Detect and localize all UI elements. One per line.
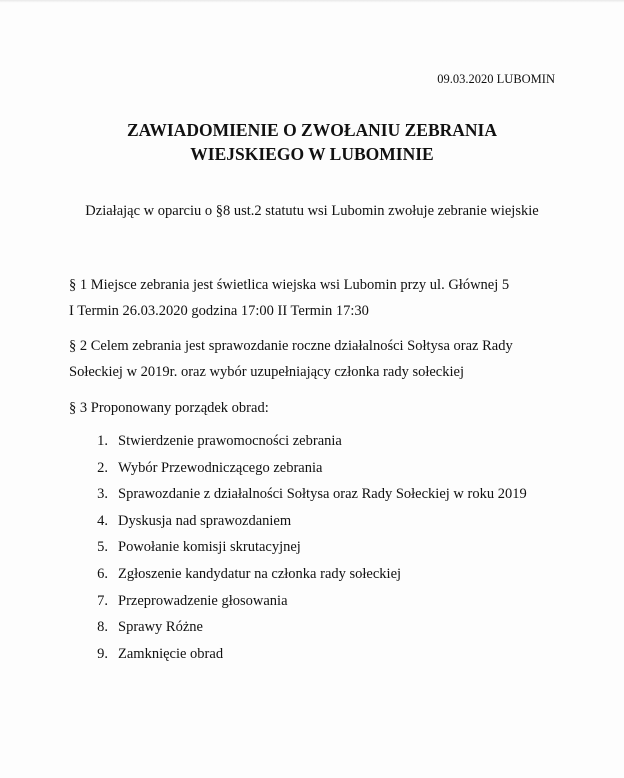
agenda-list [88, 428, 527, 667]
item-number: 7. [97, 592, 108, 609]
item-text: Sprawy Różne [118, 619, 203, 636]
section-1-line-2: I Termin 26.03.2020 godzina 17:00 II Termin 17:30 [69, 303, 369, 319]
item-number: 8. [97, 619, 108, 636]
section-3-heading [69, 395, 569, 421]
section-1 [69, 272, 569, 324]
list-item [88, 428, 527, 455]
list-item [88, 481, 527, 508]
document-title [0, 118, 624, 166]
intro-text: Działając w oparciu o §8 ust.2 statutu wsi Lubomin zwołuje zebranie wiejskie [85, 203, 539, 219]
item-number: 1. [97, 433, 108, 449]
list-item [88, 641, 527, 668]
list-item [88, 534, 527, 561]
item-text: Zamknięcie obrad [118, 645, 224, 662]
list-item [88, 455, 527, 482]
item-number: 3. [97, 486, 108, 503]
scan-edge [0, 0, 624, 3]
item-number: 6. [97, 565, 108, 582]
item-text: Sprawozdanie z działalności Sołtysa oraz Rady Sołeckiej w roku 2019 [118, 486, 527, 503]
item-text: Powołanie komisji skrutacyjnej [118, 539, 301, 556]
section-1-line-1: § 1 Miejsce zebrania jest świetlica wiejska wsi Lubomin przy ul. Głównej 5 [69, 277, 510, 293]
date-place: 09.03.2020 LUBOMIN [437, 72, 555, 86]
item-number: 5. [97, 539, 108, 556]
item-number: 2. [97, 459, 108, 476]
section-2 [69, 333, 569, 385]
title-line-2: WIEJSKIEGO W LUBOMINIE [190, 144, 434, 164]
item-number: 9. [97, 645, 108, 662]
item-text: Zgłoszenie kandydatur na członka rady sołeckiej [118, 565, 402, 582]
item-text: Dyskusja nad sprawozdaniem [118, 512, 292, 529]
list-item [88, 561, 527, 588]
title-line-1: ZAWIADOMIENIE O ZWOŁANIU ZEBRANIA [127, 120, 497, 140]
section-2-line-1: § 2 Celem zebrania jest sprawozdanie roczne działalności Sołtysa oraz Rady [69, 338, 513, 354]
item-text: Przeprowadzenie głosowania [118, 592, 288, 609]
list-item [88, 588, 527, 615]
item-text: Stwierdzenie prawomocności zebrania [118, 433, 342, 449]
item-number: 4. [97, 512, 108, 529]
list-item [88, 614, 527, 641]
list-item [88, 508, 527, 535]
item-text: Wybór Przewodniczącego zebrania [118, 459, 323, 476]
section-3-heading-text: § 3 Proponowany porządek obrad: [69, 400, 269, 416]
section-2-line-2: Sołeckiej w 2019r. oraz wybór uzupełniający członka rady sołeckiej [69, 364, 464, 380]
